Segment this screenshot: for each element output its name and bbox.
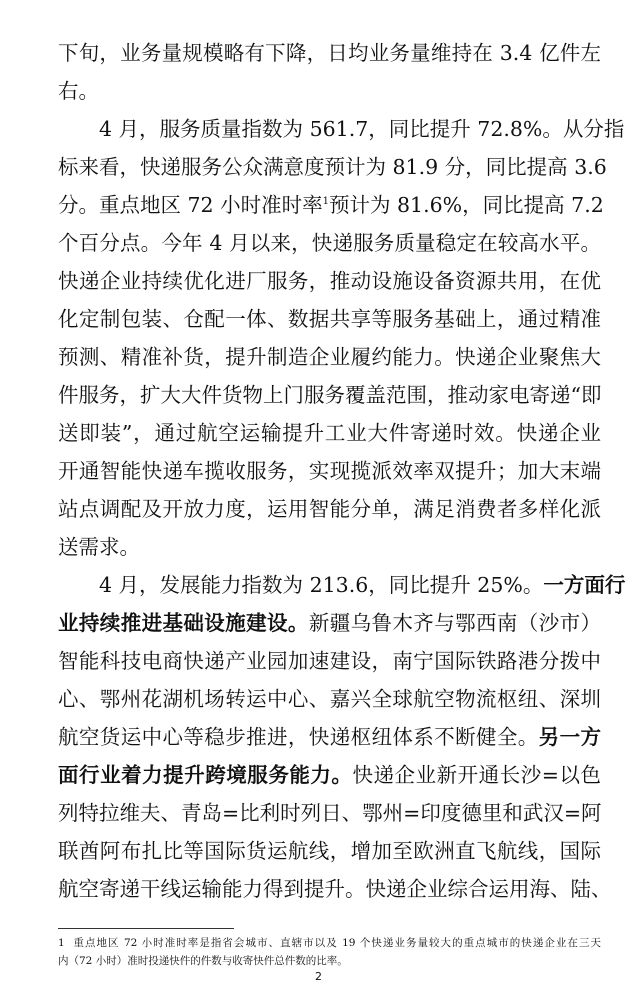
bold-heading: 一方面行 — [543, 573, 626, 597]
bold-heading: 另一方 — [538, 725, 602, 749]
text-line: 预测、精准补货，提升制造企业履约能力。快递企业聚焦大 — [58, 345, 601, 369]
text-line: 航空寄递干线运输能力得到提升。快递企业综合运用海、陆、 — [58, 877, 612, 901]
text-line: 分。重点地区 72 小时准时率$^1$预计为 81.6%，同比提高 7.2 — [58, 193, 604, 217]
text-line: 标来看，快递服务公众满意度预计为 81.9 分，同比提高 3.6 — [58, 155, 607, 179]
text-line: 快递企业持续优化进厂服务，推动设施设备资源共用，在优 — [58, 269, 601, 293]
text-line: 联酋阿布扎比等国际货运航线，增加至欧洲直飞航线，国际 — [58, 839, 601, 863]
text-line: 送即装”，通过航空运输提升工业大件寄递时效。快递企业 — [58, 421, 601, 445]
text-line: 航空货运中心等稳步推进，快递枢纽体系不断健全。另一方 — [58, 725, 602, 749]
footnote-divider — [58, 928, 234, 929]
text-line: 业持续推进基础设施建设。新疆乌鲁木齐与鄂西南（沙市） — [58, 611, 602, 635]
footnote-number: 1 — [58, 937, 65, 949]
paragraph-service-quality: 4 月，服务质量指数为 561.7，同比提升 72.8%。从分指 — [99, 117, 625, 141]
text-line: 件服务，扩大大件货物上门服务覆盖范围，推动家电寄递“即 — [58, 383, 602, 407]
text-line: 送需求。 — [58, 535, 140, 559]
text-line: 个百分点。今年 4 月以来，快递服务质量稳定在较高水平。 — [58, 231, 601, 255]
page-number: 2 — [315, 970, 322, 983]
body-text — [58, 34, 626, 908]
text-line: 右。 — [58, 79, 99, 103]
text-line: 面行业着力提升跨境服务能力。快递企业新开通长沙=以色 — [58, 763, 602, 787]
text-line: 开通智能快递车揽收服务，实现揽派效率双提升；加大末端 — [58, 459, 601, 483]
footnote — [58, 934, 601, 970]
footnote-line: 内（72 小时）准时投递快件的件数与收寄快件总件数的比率。 — [58, 955, 348, 967]
footnote-marker[interactable]: 1 — [322, 196, 329, 208]
text-line: 下旬，业务量规模略有下降，日均业务量维持在 3.4 亿件左 — [58, 41, 601, 65]
bold-heading: 业持续推进基础设施建设。 — [58, 611, 309, 635]
text-line: 心、鄂州花湖机场转运中心、嘉兴全球航空物流枢纽、深圳 — [58, 687, 601, 711]
paragraph-development-capacity: 4 月，发展能力指数为 213.6，同比提升 25%。一方面行 — [99, 573, 626, 597]
bold-heading: 面行业着力提升跨境服务能力。 — [58, 763, 353, 787]
text-line: 列特拉维夫、青岛=比利时列日、鄂州=印度德里和武汉=阿 — [58, 801, 602, 825]
text-line: 智能科技电商快递产业园加速建设，南宁国际铁路港分拨中 — [58, 649, 601, 673]
text-line: 化定制包装、仓配一体、数据共享等服务基础上，通过精准 — [58, 307, 601, 331]
footnote-line: 1 重点地区 72 小时准时率是指省会城市、直辖市以及 19 个快递业务量较大的重点城市的快递企业在三天 — [58, 937, 601, 949]
text-line: 站点调配及开放力度，运用智能分单，满足消费者多样化派 — [58, 497, 601, 521]
